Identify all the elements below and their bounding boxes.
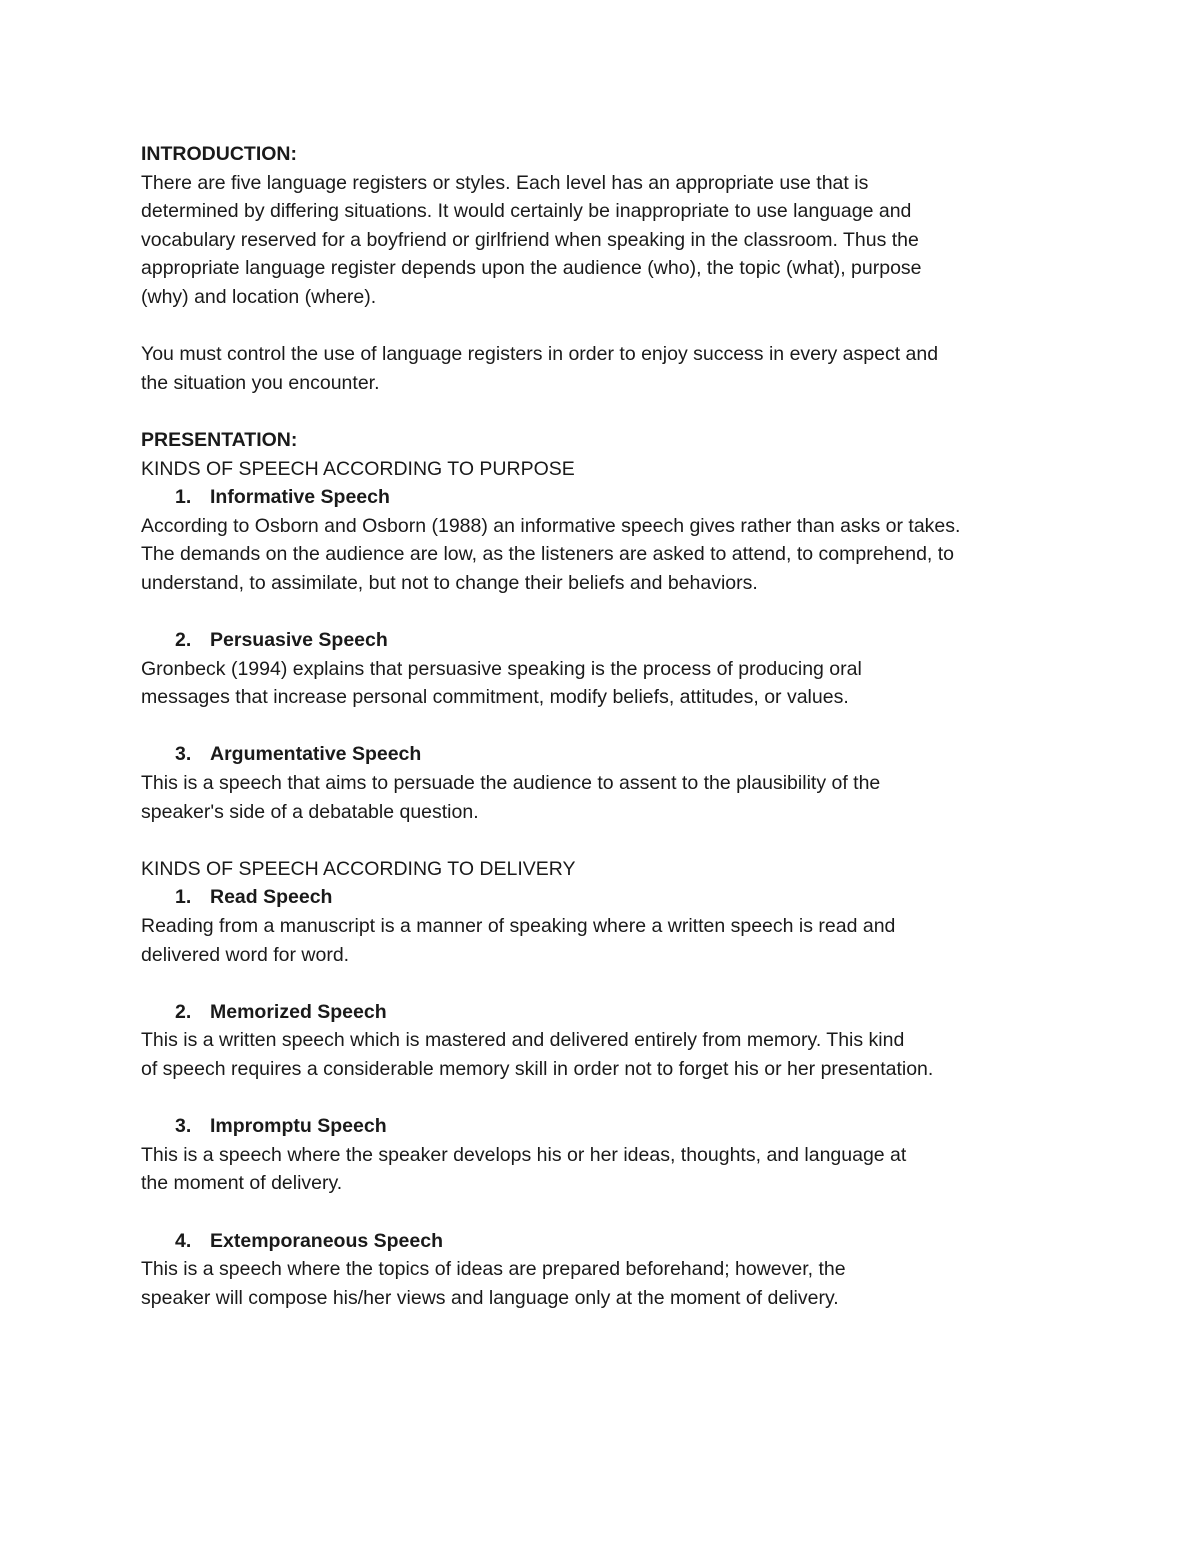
blank-line <box>141 1084 1071 1113</box>
purpose-section-heading: KINDS OF SPEECH ACCORDING TO PURPOSE <box>141 457 575 480</box>
item-description: According to Osborn and Osborn (1988) an informative speech gives rather than asks or takes. The demands on the audience are low, as the listeners are asked to attend, to comprehend, to understand, to assimilate, but not to change their beliefs and behaviors. <box>141 514 961 594</box>
item-number: 1. <box>175 486 192 509</box>
item-number: 4. <box>175 1229 192 1252</box>
item-number: 2. <box>175 1000 192 1023</box>
item-description: Gronbeck (1994) explains that persuasive speaking is the process of producing oral messages that increase personal commitment, modify beliefs, attitudes, or values. <box>141 657 862 709</box>
item-number: 1. <box>175 886 192 909</box>
item-title: Memorized Speech <box>210 1000 387 1023</box>
delivery-item-title <box>141 998 1071 1027</box>
delivery-item-title <box>141 883 1071 912</box>
blank-line <box>141 312 1071 341</box>
introduction-paragraph-1: There are five language registers or styles. Each level has an appropriate use that is determined by differing situations. It would certainly be inappropriate to use language and vocabulary reserved for a boyfriend or girlfriend when speaking in the classroom. Thus the appropriate language register depends upon the audience (who), the topic (what), purpose (why) and location (where). <box>141 171 922 308</box>
purpose-item-title <box>141 483 1071 512</box>
item-title: Argumentative Speech <box>210 743 422 766</box>
item-description: Reading from a manuscript is a manner of speaking where a written speech is read and delivered word for word. <box>141 915 896 966</box>
blank-line <box>141 598 1071 627</box>
blank-line <box>141 969 1071 998</box>
purpose-item-title <box>141 626 1071 655</box>
purpose-item-title <box>141 740 1071 769</box>
delivery-section-heading: KINDS OF SPEECH ACCORDING TO DELIVERY <box>141 857 576 880</box>
item-title: Impromptu Speech <box>210 1115 387 1138</box>
blank-line <box>141 712 1071 741</box>
delivery-item-title <box>141 1227 1071 1256</box>
blank-line <box>141 826 1071 855</box>
item-title: Extemporaneous Speech <box>210 1229 443 1252</box>
item-number: 3. <box>175 1115 192 1138</box>
item-description: This is a speech where the topics of ideas are prepared beforehand; however, the speaker will compose his/her views and language only at the moment of delivery. <box>141 1258 846 1309</box>
item-title: Persuasive Speech <box>210 629 388 652</box>
document-page <box>141 140 1071 1312</box>
introduction-paragraph-2: You must control the use of language registers in order to enjoy success in every aspect and the situation you encounter. <box>141 343 939 394</box>
item-title: Informative Speech <box>210 486 390 509</box>
item-description: This is a speech that aims to persuade the audience to assent to the plausibility of the speaker's side of a debatable question. <box>141 772 881 823</box>
presentation-heading: PRESENTATION: <box>141 428 298 451</box>
blank-line <box>141 1198 1071 1227</box>
item-number: 3. <box>175 743 192 766</box>
blank-line <box>141 397 1071 426</box>
introduction-heading: INTRODUCTION: <box>141 143 297 165</box>
item-description: This is a speech where the speaker develops his or her ideas, thoughts, and language at the moment of delivery. <box>141 1143 907 1195</box>
item-description: This is a written speech which is mastered and delivered entirely from memory. This kind of speech requires a considerable memory skill in order not to forget his or her presentation. <box>141 1029 934 1080</box>
item-number: 2. <box>175 629 192 652</box>
item-title: Read Speech <box>210 886 333 909</box>
delivery-item-title <box>141 1112 1071 1141</box>
